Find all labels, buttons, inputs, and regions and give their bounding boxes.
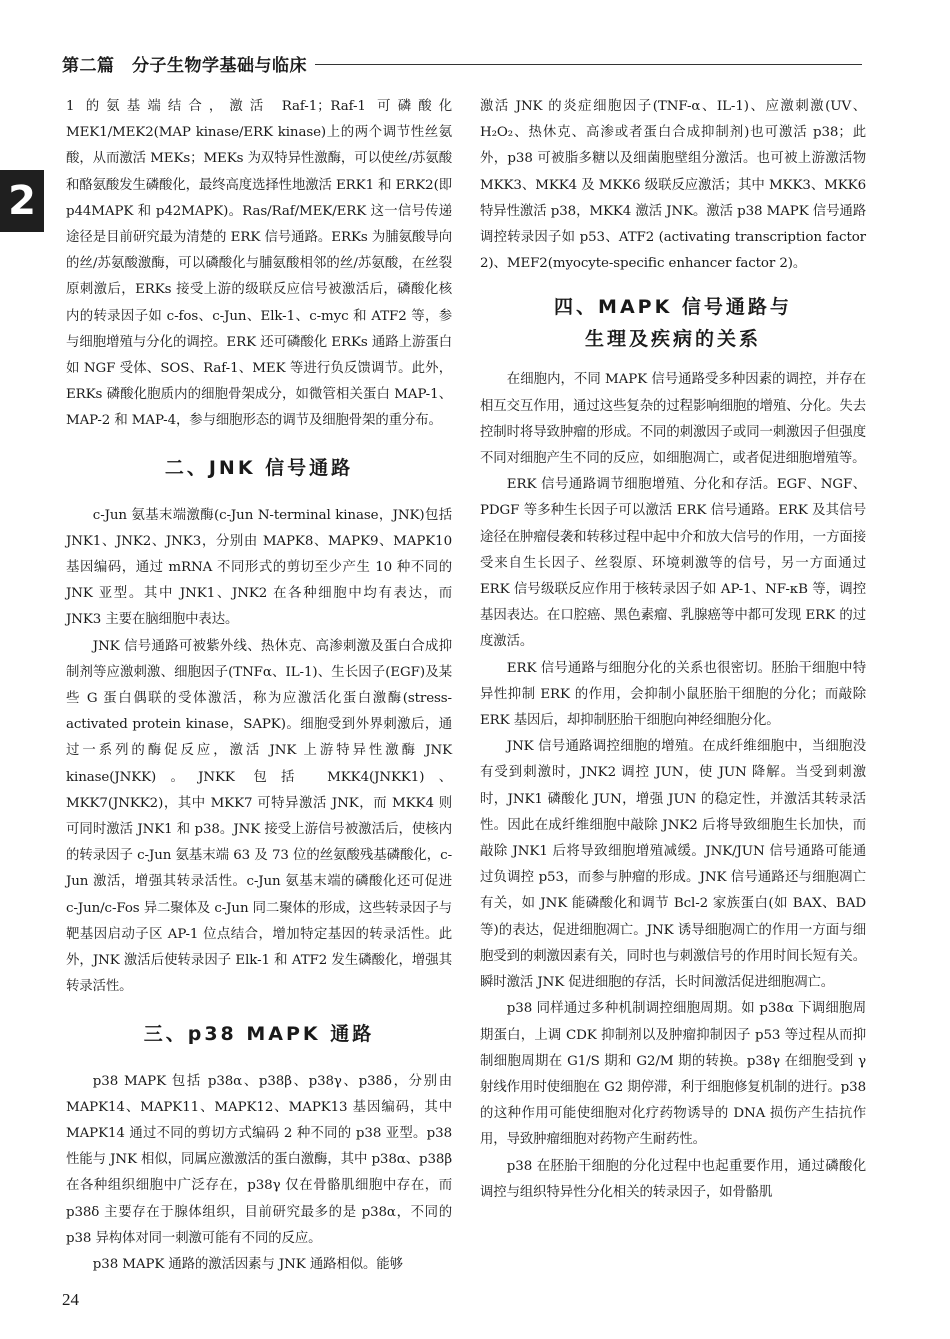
paragraph-jnk-activation: JNK 信号通路可被紫外线、热休克、高渗刺激及蛋白合成抑制剂等应激刺激、细胞因子(TNFα、IL-1)、生长因子(EGF)及某些 G 蛋白偶联的受体激活，称为应激活化蛋白激酶(stress-activated protein kinase，SAPK)。细胞受到外界刺激后，通过一系列的酶促反应，激活 JNK 上游特异性激酶 JNK kinase(JNKK)。JNKK 包括 MKK4(JNKK1)、MKK7(JNKK2)，其中 MKK7 可特异激活 JNK，而 MKK4 则可同时激活 JNK1 和 p38。JNK 接受上游信号被激活后，使核内的转录因子 c-Jun 氨基末端 63 及 73 位的丝氨酸残基磷酸化，c-Jun 激活，增强其转录活性。c-Jun 氨基末端的磷酸化还可促进 c-Jun/c-Fos 异二聚体及 c-Jun 同二聚体的形成，这些转录因子与靶基因启动子区 AP-1 位点结合，增加特定基因的转录活性。此外，JNK 激活后使转录因子 Elk-1 和 ATF2 发生磷酸化，增强其转录活性。 [66, 638, 452, 995]
heading-p38-mapk: 三、p38 MAPK 通路 [143, 1022, 375, 1045]
left-column [66, 94, 452, 1278]
paragraph-mapk-regulation: 在细胞内，不同 MAPK 信号通路受多种因素的调控，并存在相互交互作用，通过这些复杂的过程影响细胞的增殖、分化。失去控制时将导致肿瘤的形成。不同的刺激因子或同一刺激因子但强度不同对细胞产生不同的反应，如细胞凋亡，或者促进细胞增殖等。 [480, 372, 866, 467]
paragraph-jnk-proliferation: JNK 信号通路调控细胞的增殖。在成纤维细胞中，当细胞没有受到刺激时，JNK2 调控 JUN，使 JUN 降解。当受到刺激时，JNK1 磷酸化 JUN，增强 JUN 的稳定性，并激活其转录活性。因此在成纤维细胞中敲除 JNK2 后将导致细胞生长加快，而敲除 JNK1 后将导致细胞增殖减缓。JNK/JUN 信号通路可能通过负调控 p53，而参与肿瘤的形成。JNK 信号通路还与细胞凋亡有关，如 JNK 能磷酸化和调节 Bcl-2 家族蛋白(如 BAX、BAD 等)的表达，促进细胞凋亡。JNK 诱导细胞凋亡的作用一方面与细胞受到的刺激因素有关，同时也与刺激信号的作用时间长短有关。瞬时激活 JNK 促进细胞的存活，长时间激活促进细胞凋亡。 [480, 739, 866, 991]
heading-jnk-pathway: 二、JNK 信号通路 [164, 456, 354, 479]
heading-mapk-physiology-line1: 四、MAPK 信号通路与 [554, 296, 792, 319]
running-header-title: 第二篇 分子生物学基础与临床 [62, 55, 307, 76]
paragraph-p38-activation-start: p38 MAPK 通路的激活因素与 JNK 通路相似。能够 [92, 1256, 403, 1272]
heading-mapk-physiology-line2: 生理及疾病的关系 [584, 328, 761, 351]
header-rule [315, 64, 862, 65]
page-number: 24 [62, 1290, 79, 1309]
paragraph-p38-cell-cycle: p38 同样通过多种机制调控细胞周期。如 p38α 下调细胞周期蛋白，上调 CDK 抑制剂以及肿瘤抑制因子 p53 等过程从而抑制细胞周期在 G1/S 期和 G2/M 期的转换。p38γ 在细胞受到 γ 射线作用时使细胞在 G2 期停滞，利于细胞修复机制的进行。p38 的这种作用可能使细胞对化疗药物诱导的 DNA 损伤产生拮抗作用，导致肿瘤细胞对药物产生耐药性。 [480, 1001, 866, 1148]
paragraph-erk-differentiation: ERK 信号通路与细胞分化的关系也很密切。胚胎干细胞中特异性抑制 ERK 的作用，会抑制小鼠胚胎干细胞的分化；而敲除 ERK 基因后，却抑制胚胎干细胞向神经细胞分化。 [480, 660, 866, 729]
paragraph-erk-pathway: 1 的氨基端结合，激活 Raf-1；Raf-1 可磷酸化 MEK1/MEK2(MAP kinase/ERK kinase)上的两个调节性丝氨酸，从而激活 MEKs；MEKs 为双特异性激酶，可以使丝/苏氨酸和酪氨酸发生磷酸化，最终高度选择性地激活 ERK1 和 ERK2(即 p44MAPK 和 p42MAPK)。Ras/Raf/MEK/ERK 这一信号传递途径是目前研究最为清楚的 ERK 信号通路。ERKs 为脯氨酸导向的丝/苏氨酸激酶，可以磷酸化与脯氨酸相邻的丝/苏氨酸，在丝裂原刺激后，ERKs 接受上游的级联反应信号被激活后，磷酸化核内的转录因子如 c-fos、c-Jun、Elk-1、c-myc 和 ATF2 等，参与细胞增殖与分化的调控。ERK 还可磷酸化 ERKs 通路上游蛋白如 NGF 受体、SOS、Raf-1、MEK 等进行负反馈调节。此外，ERKs 磷酸化胞质内的细胞骨架成分，如微管相关蛋白 MAP-1、MAP-2 和 MAP-4，参与细胞形态的调节及细胞骨架的重分布。 [66, 99, 452, 429]
paragraph-p38-isoforms: p38 MAPK 包括 p38α、p38β、p38γ、p38δ，分别由 MAPK14、MAPK11、MAPK12、MAPK13 基因编码，其中 MAPK14 通过不同的剪切方式编码 2 种不同的 p38 亚型。p38 性能与 JNK 相似，同属应激激活的蛋白激酶，其中 p38α、p38β 在各种组织细胞中广泛存在，p38γ 仅在骨骼肌细胞中存在，而 p38δ 主要存在于腺体组织，目前研究最多的是 p38α，不同的 p38 异构体对同一刺激可能有不同的反应。 [66, 1073, 452, 1246]
heading-mapk-physiology [480, 291, 866, 355]
chapter-tab: 2 [0, 170, 44, 232]
paragraph-p38-activation-cont: 激活 JNK 的炎症细胞因子(TNF-α、IL-1)、应激刺激(UV、H₂O₂、热休克、高渗或者蛋白合成抑制剂)也可激活 p38；此外，p38 可被脂多糖以及细菌胞壁组分激活。也可被上游激活物 MKK3、MKK4 及 MKK6 级联反应激活；其中 MKK3、MKK6 特异性激活 p38，MKK4 激活 JNK。激活 p38 MAPK 信号通路调控转录因子如 p53、ATF2 (activating transcription factor 2)、MEF2(myocyte-specific enhancer factor 2)。 [480, 99, 866, 272]
running-header [62, 50, 862, 76]
paragraph-erk-proliferation: ERK 信号通路调节细胞增殖、分化和存活。EGF、NGF、PDGF 等多种生长因子可以激活 ERK 信号通路。ERK 及其信号途径在肿瘤侵袭和转移过程中起中介和放大信号的作用，一方面接受来自生长因子、丝裂原、环境刺激等的信号，另一方面通过 ERK 信号级联反应作用于核转录因子如 AP-1、NF-κB 等，调控基因表达。在口腔癌、黑色素瘤、乳腺癌等中都可发现 ERK 的过度激活。 [480, 477, 866, 650]
right-column [480, 94, 866, 1206]
paragraph-jnk-intro: c-Jun 氨基末端激酶(c-Jun N-terminal kinase，JNK)包括 JNK1、JNK2、JNK3，分别由 MAPK8、MAPK9、MAPK10 基因编码，通过 mRNA 不同形式的剪切至少产生 10 种不同的 JNK 亚型。其中 JNK1、JNK2 在各种细胞中均有表达，而 JNK3 主要在脑细胞中表达。 [66, 507, 452, 628]
paragraph-p38-stem-cell: p38 在胚胎干细胞的分化过程中也起重要作用，通过磷酸化调控与组织特异性分化相关的转录因子，如骨骼肌 [480, 1158, 866, 1200]
